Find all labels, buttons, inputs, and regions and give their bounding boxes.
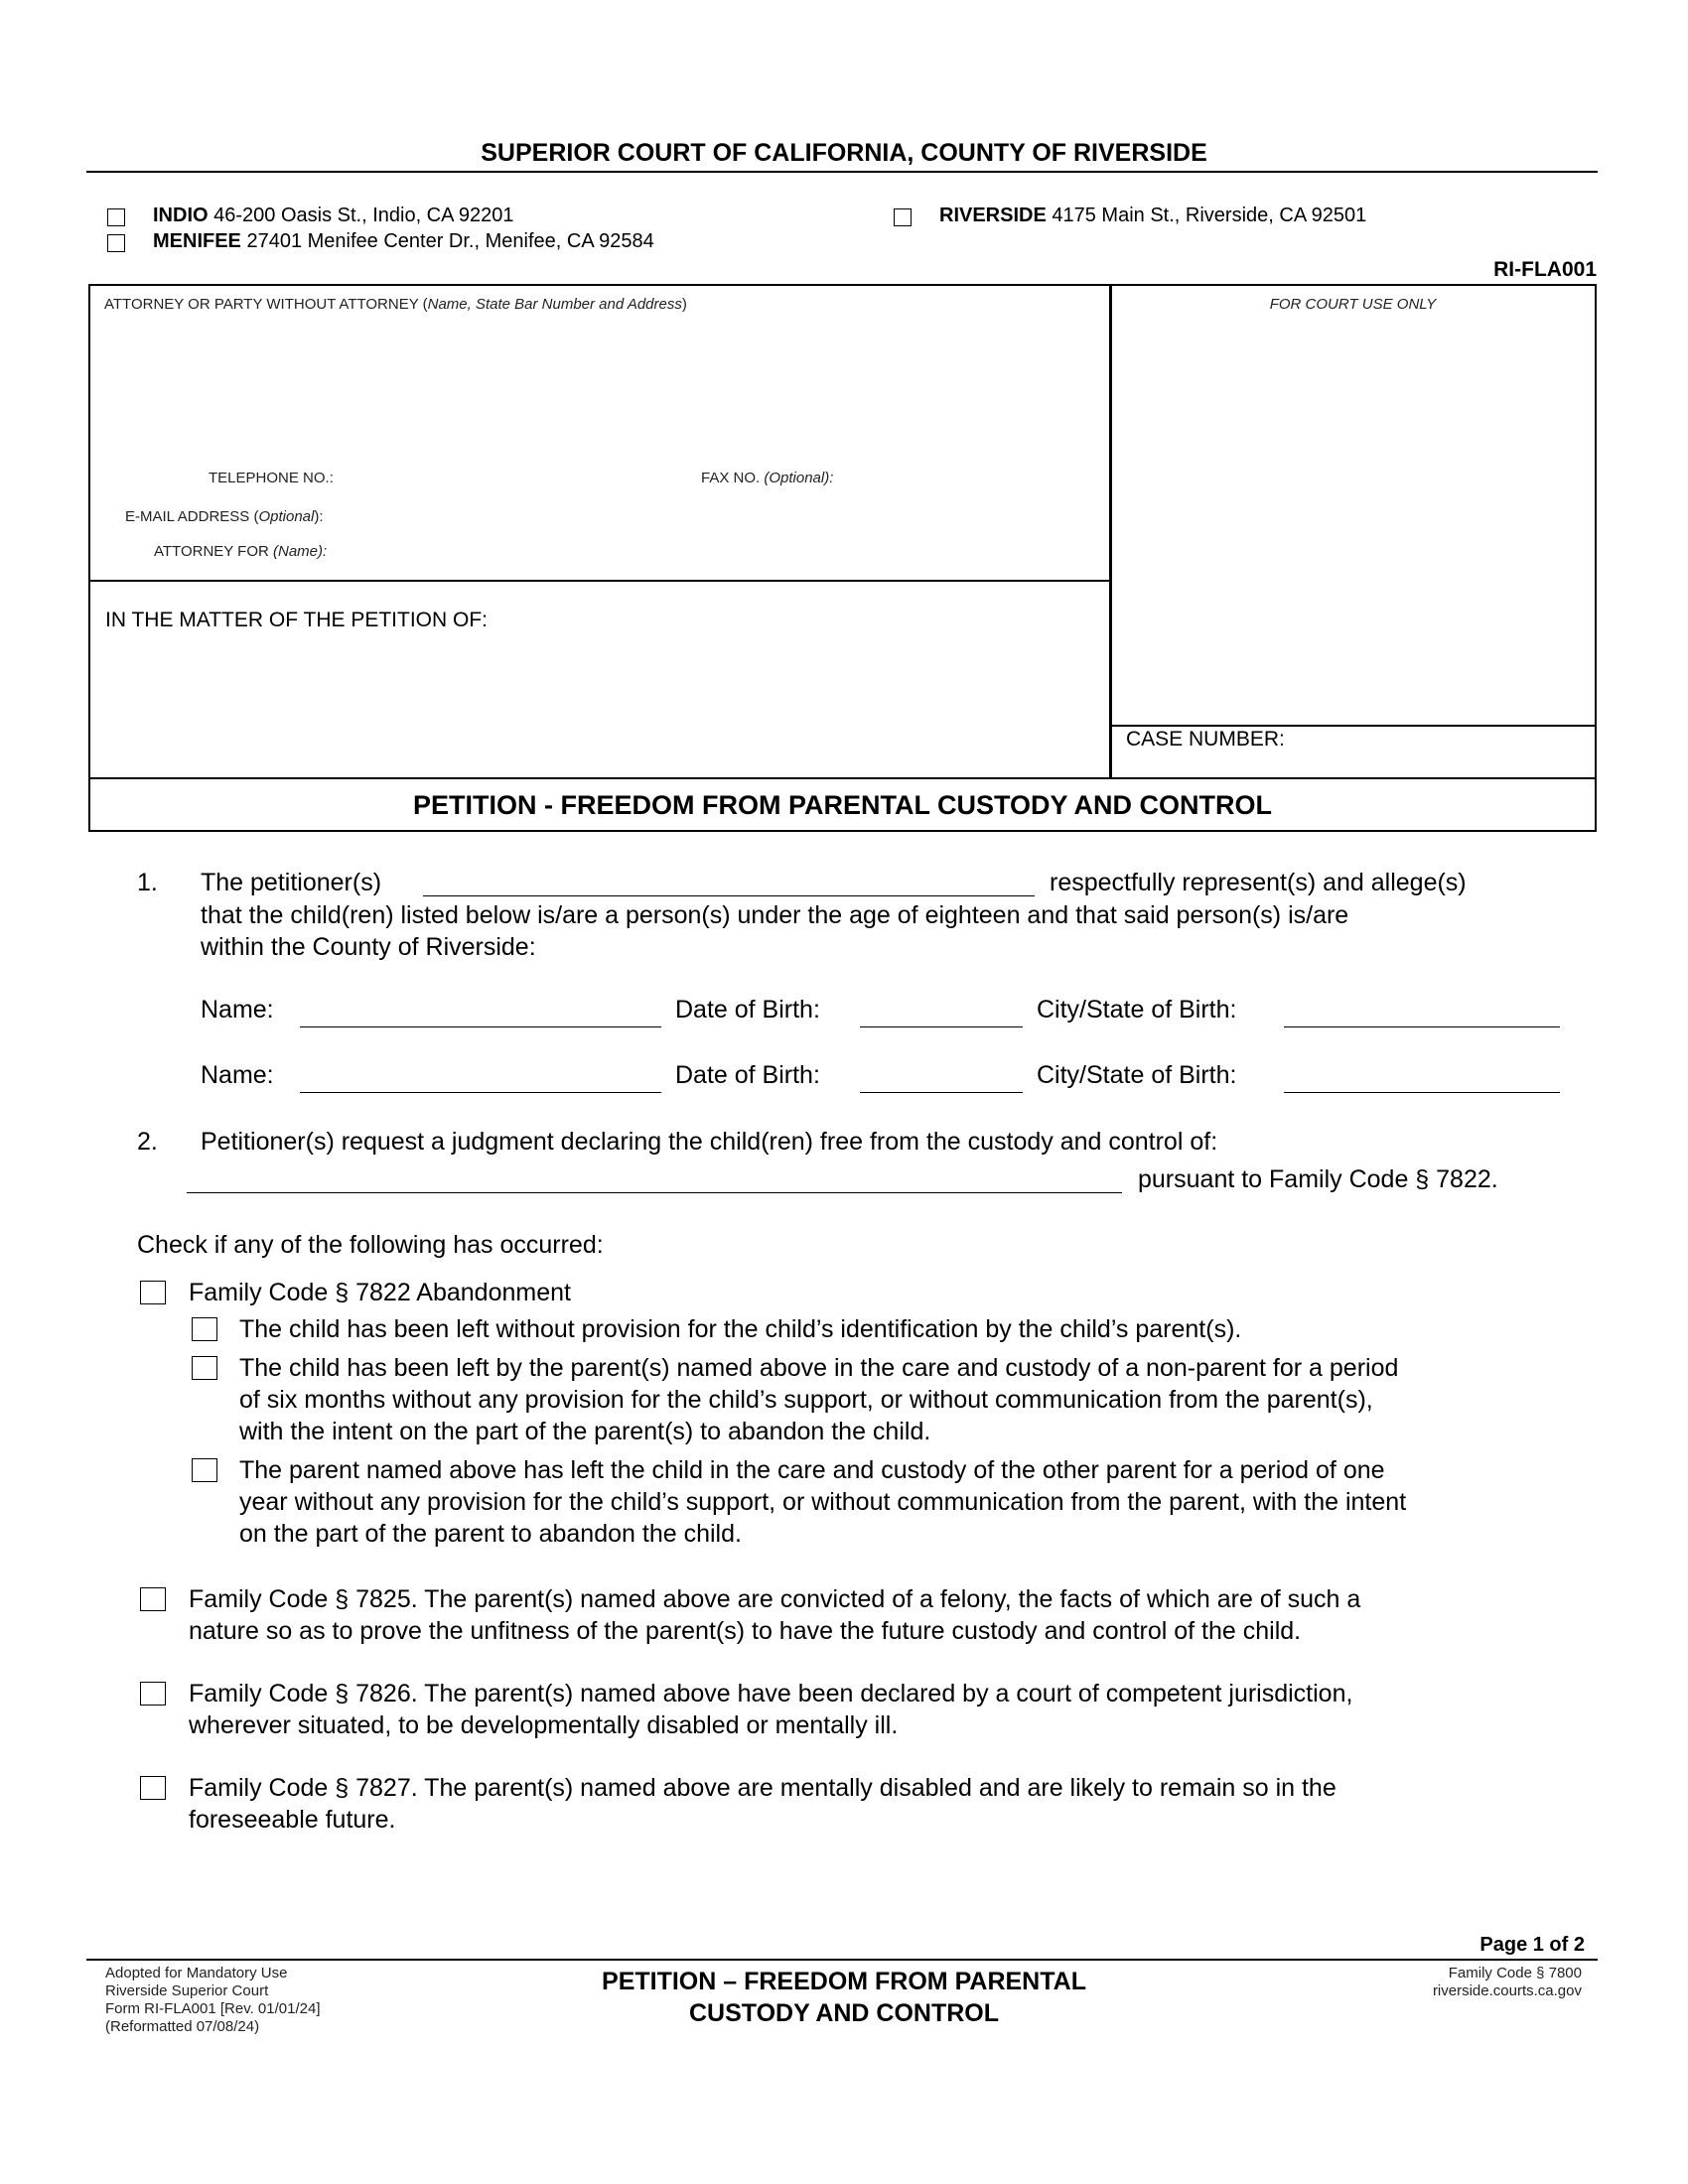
fc7827-line1: Family Code § 7827. The parent(s) named above are mentally disabled and are likely to remain so in the [189,1774,1336,1802]
sub1-checkbox[interactable] [192,1317,217,1341]
court-use-box [1109,284,1597,727]
indio-address: 46-200 Oasis St., Indio, CA 92201 [213,205,514,226]
fax-label: FAX NO. (Optional): [701,470,834,486]
indio-checkbox[interactable] [107,208,125,226]
riverside-address: 4175 Main St., Riverside, CA 92501 [1052,205,1367,226]
menifee-checkbox[interactable] [107,234,125,252]
indio-name: INDIO [153,205,209,226]
item1-line2: that the child(ren) listed below is/are a person(s) under the age of eighteen and that said person(s) is/are [201,901,1349,929]
menifee-address: 27401 Menifee Center Dr., Menifee, CA 92584 [246,230,654,252]
menifee-name: MENIFEE [153,230,241,252]
form-title: PETITION - FREEDOM FROM PARENTAL CUSTODY AND CONTROL [412,790,1272,820]
item2-line2-post: pursuant to Family Code § 7822. [1138,1165,1498,1193]
child2-dob-label: Date of Birth: [675,1061,820,1089]
footer-title-line: CUSTODY AND CONTROL [688,1999,1000,2027]
petitioner-input[interactable] [423,895,1035,896]
form-id: RI-FLA001 [1493,258,1597,281]
footer-left-line: Riverside Superior Court [105,1982,269,1999]
abandonment-label: Family Code § 7822 Abandonment [189,1279,571,1306]
footer-right-line[interactable]: riverside.courts.ca.gov [1432,1982,1582,1999]
sub3-line3: on the part of the parent to abandon the child. [239,1520,742,1548]
riverside-location [939,205,1366,227]
item1-line1-post: respectfully represent(s) and allege(s) [1050,869,1467,896]
sub3-line2: year without any provision for the child’s support, or without communication from the parent, with the intent [239,1488,1407,1516]
email-label: E-MAIL ADDRESS (Optional): [125,508,324,525]
sub3-line1: The parent named above has left the child in the care and custody of the other parent for a period of one [239,1456,1385,1484]
fc7825-line1: Family Code § 7825. The parent(s) named above are convicted of a felony, the facts of which are of such a [189,1585,1361,1613]
item2-line1: Petitioner(s) request a judgment declaring the child(ren) free from the custody and control of: [201,1128,1218,1156]
fc7825-checkbox[interactable] [140,1587,166,1611]
header-rule [86,171,1598,173]
sub1-text: The child has been left without provision for the child’s identification by the child’s parent(s). [239,1315,1242,1343]
child2-city-label: City/State of Birth: [1037,1061,1237,1089]
child2-dob-input[interactable] [860,1092,1023,1093]
footer-right-line: Family Code § 7800 [1448,1965,1582,1981]
footer-rule [86,1959,1598,1961]
child1-city-label: City/State of Birth: [1037,996,1237,1024]
footer-left-line: Form RI-FLA001 [Rev. 01/01/24] [105,2000,321,2017]
case-number-label: CASE NUMBER: [1126,728,1285,751]
court-use-label: FOR COURT USE ONLY [1269,296,1437,313]
indio-location [153,205,514,227]
item1-line3: within the County of Riverside: [201,933,536,961]
child2-name-input[interactable] [300,1092,661,1093]
footer-title-line: PETITION – FREEDOM FROM PARENTAL [602,1968,1086,1995]
sub2-line2: of six months without any provision for the child’s support, or without communication from the parent(s), [239,1386,1373,1414]
riverside-name: RIVERSIDE [939,205,1047,226]
fc7826-line1: Family Code § 7826. The parent(s) named above have been declared by a court of competent jurisdiction, [189,1680,1353,1707]
item1-line1-pre: The petitioner(s) [201,869,382,896]
footer-left-line: (Reformatted 07/08/24) [105,2018,260,2035]
item2-number: 2. [137,1128,158,1156]
court-title: SUPERIOR COURT OF CALIFORNIA, COUNTY OF RIVERSIDE [481,139,1207,167]
sub3-checkbox[interactable] [192,1458,217,1482]
fc7827-line2: foreseeable future. [189,1806,396,1834]
page-number: Page 1 of 2 [1479,1934,1585,1956]
child1-name-input[interactable] [300,1026,661,1027]
child1-dob-label: Date of Birth: [675,996,820,1024]
fc7825-line2: nature so as to prove the unfitness of the parent(s) to have the future custody and control of the child. [189,1617,1302,1645]
fc7826-line2: wherever situated, to be developmentally disabled or mentally ill. [189,1711,899,1739]
footer-left-line: Adopted for Mandatory Use [105,1965,288,1981]
fc7827-checkbox[interactable] [140,1776,166,1800]
matter-label: IN THE MATTER OF THE PETITION OF: [105,609,489,631]
fc7826-checkbox[interactable] [140,1682,166,1706]
sub2-checkbox[interactable] [192,1356,217,1380]
attorney-label: ATTORNEY OR PARTY WITHOUT ATTORNEY (Name, State Bar Number and Address) [104,296,687,313]
sub2-line3: with the intent on the part of the parent(s) to abandon the child. [239,1418,931,1445]
child1-city-input[interactable] [1284,1026,1560,1027]
riverside-checkbox[interactable] [894,208,912,226]
telephone-label: TELEPHONE NO.: [209,470,334,486]
checks-intro: Check if any of the following has occurred: [137,1231,604,1259]
child1-dob-input[interactable] [860,1026,1023,1027]
item1-number: 1. [137,869,158,896]
attorney-for-label: ATTORNEY FOR (Name): [154,543,328,560]
abandonment-checkbox[interactable] [140,1281,166,1304]
child2-name-label: Name: [201,1061,274,1089]
sub2-line1: The child has been left by the parent(s) named above in the care and custody of a non-parent for a period [239,1354,1399,1382]
child1-name-label: Name: [201,996,274,1024]
respondent-input[interactable] [187,1192,1122,1193]
child2-city-input[interactable] [1284,1092,1560,1093]
menifee-location [153,230,654,253]
attorney-box[interactable] [88,284,1112,582]
footer-right [1433,1965,1582,2000]
